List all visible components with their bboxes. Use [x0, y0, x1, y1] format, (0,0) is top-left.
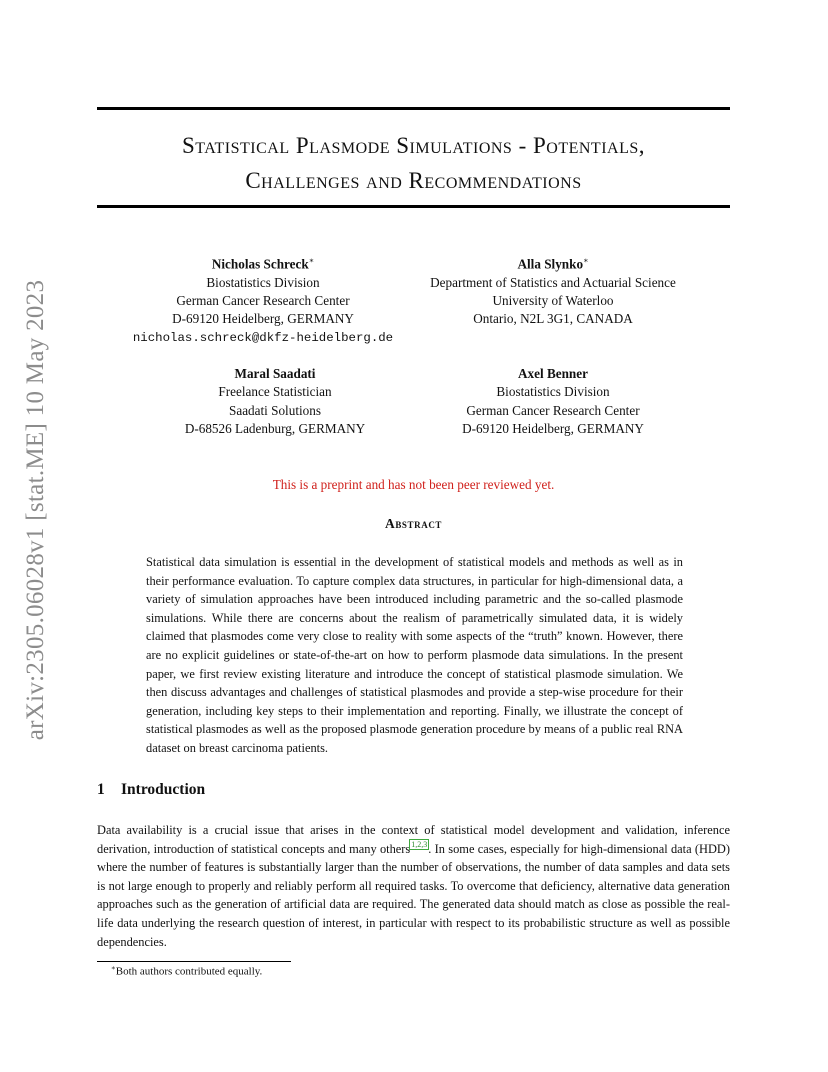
author-affiliation: D-68526 Ladenburg, GERMANY: [184, 420, 366, 436]
author-block-saadati: [150, 365, 400, 438]
author-name: Maral Saadati: [234, 366, 316, 381]
paper-title-line-1: Statistical Plasmode Simulations - Potentials,: [181, 133, 646, 158]
title-rule-top: [97, 107, 730, 110]
section-number: 1: [97, 781, 105, 798]
footnote-rule: [97, 961, 291, 962]
abstract-text: Statistical data simulation is essential in the development of statistical models and methods as well as in their performance evaluation. To capture complex data structures, in particular for high-dimensional data, a variety of simulation approaches have been introduced including parametric and the so-called plasmode simulations. While there are concerns about the realism of parametrically simulated data, it is widely claimed that plasmodes come very close to reality with some aspects of the “truth” known. However, there are no explicit guidelines or state-of-the-art on how to perform plasmode data simulations. In the present paper, we first review existing literature and introduce the concept of statistical plasmode simulation. We then discuss advantages and challenges of statistical plasmodes and provide a step-wise procedure for their generation, including key steps to their implementation and reporting. Finally, we illustrate the concept of statistical plasmodes as well as the proposed plasmode generation procedure by means of a public real RNA dataset on breast carcinoma patients.: [146, 555, 683, 755]
section-heading-introduction: [97, 781, 205, 799]
author-email[interactable]: nicholas.schreck@dkfz-heidelberg.de: [132, 330, 394, 345]
author-name: Axel Benner: [518, 366, 588, 381]
author-affiliation: German Cancer Research Center: [466, 402, 640, 418]
introduction-text: [97, 821, 730, 951]
author-name: Nicholas Schreck: [211, 256, 309, 272]
author-affiliation: Biostatistics Division: [206, 274, 320, 290]
author-affiliation: University of Waterloo: [492, 292, 614, 308]
section-title: Introduction: [121, 781, 206, 798]
paper-title: [97, 128, 730, 198]
author-affiliation: Saadati Solutions: [229, 402, 321, 418]
arxiv-stamp-text: arXiv:2305.06028v1 [stat.ME] 10 May 2023: [22, 279, 49, 741]
abstract-heading: Abstract: [384, 516, 443, 531]
author-footnote-mark: ∗: [308, 256, 315, 265]
footnote-mark: ∗: [111, 964, 116, 972]
author-affiliation: Department of Statistics and Actuarial Science: [430, 274, 676, 290]
paper-title-line-2: Challenges and Recommendations: [245, 168, 582, 193]
author-footnote-mark: ∗: [583, 256, 589, 265]
footnote-text: Both authors contributed equally.: [115, 965, 263, 978]
author-name: Alla Slynko: [517, 256, 584, 272]
footnote: [111, 964, 262, 978]
citation-link[interactable]: 1,2,3: [411, 840, 428, 850]
author-block-slynko: [420, 252, 686, 329]
author-block-benner: [420, 365, 686, 438]
introduction-text-part-2: . In some cases, especially for high-dimensional data (HDD) where the number of features is substantially larger than the number of observations, the number of data samples and data sets is not large enough to properly and reliably perform all required tasks. To overcome that deficiency, alternative data generation approaches such as the generation of artificial data are required. The generated data should match as close as possible the real-life data underlying the research question of interest, in particular with respect to its probabilistic structure as well as possible dependencies.: [97, 841, 730, 949]
author-affiliation: D-69120 Heidelberg, GERMANY: [172, 311, 354, 327]
author-affiliation: German Cancer Research Center: [176, 292, 350, 308]
author-block-schreck: [120, 252, 406, 347]
title-rule-bottom: [97, 205, 730, 208]
author-affiliation: Ontario, N2L 3G1, CANADA: [473, 311, 633, 327]
author-affiliation: Freelance Statistician: [218, 384, 332, 400]
preprint-note: This is a preprint and has not been peer reviewed yet.: [272, 477, 555, 492]
author-affiliation: D-69120 Heidelberg, GERMANY: [462, 420, 644, 436]
introduction-text-part-1: Data availability is a crucial issue that arises in the context of statistical model development and validation, inference derivation, introduction of statistical concepts and many others: [97, 823, 730, 856]
author-affiliation: Biostatistics Division: [496, 384, 610, 400]
